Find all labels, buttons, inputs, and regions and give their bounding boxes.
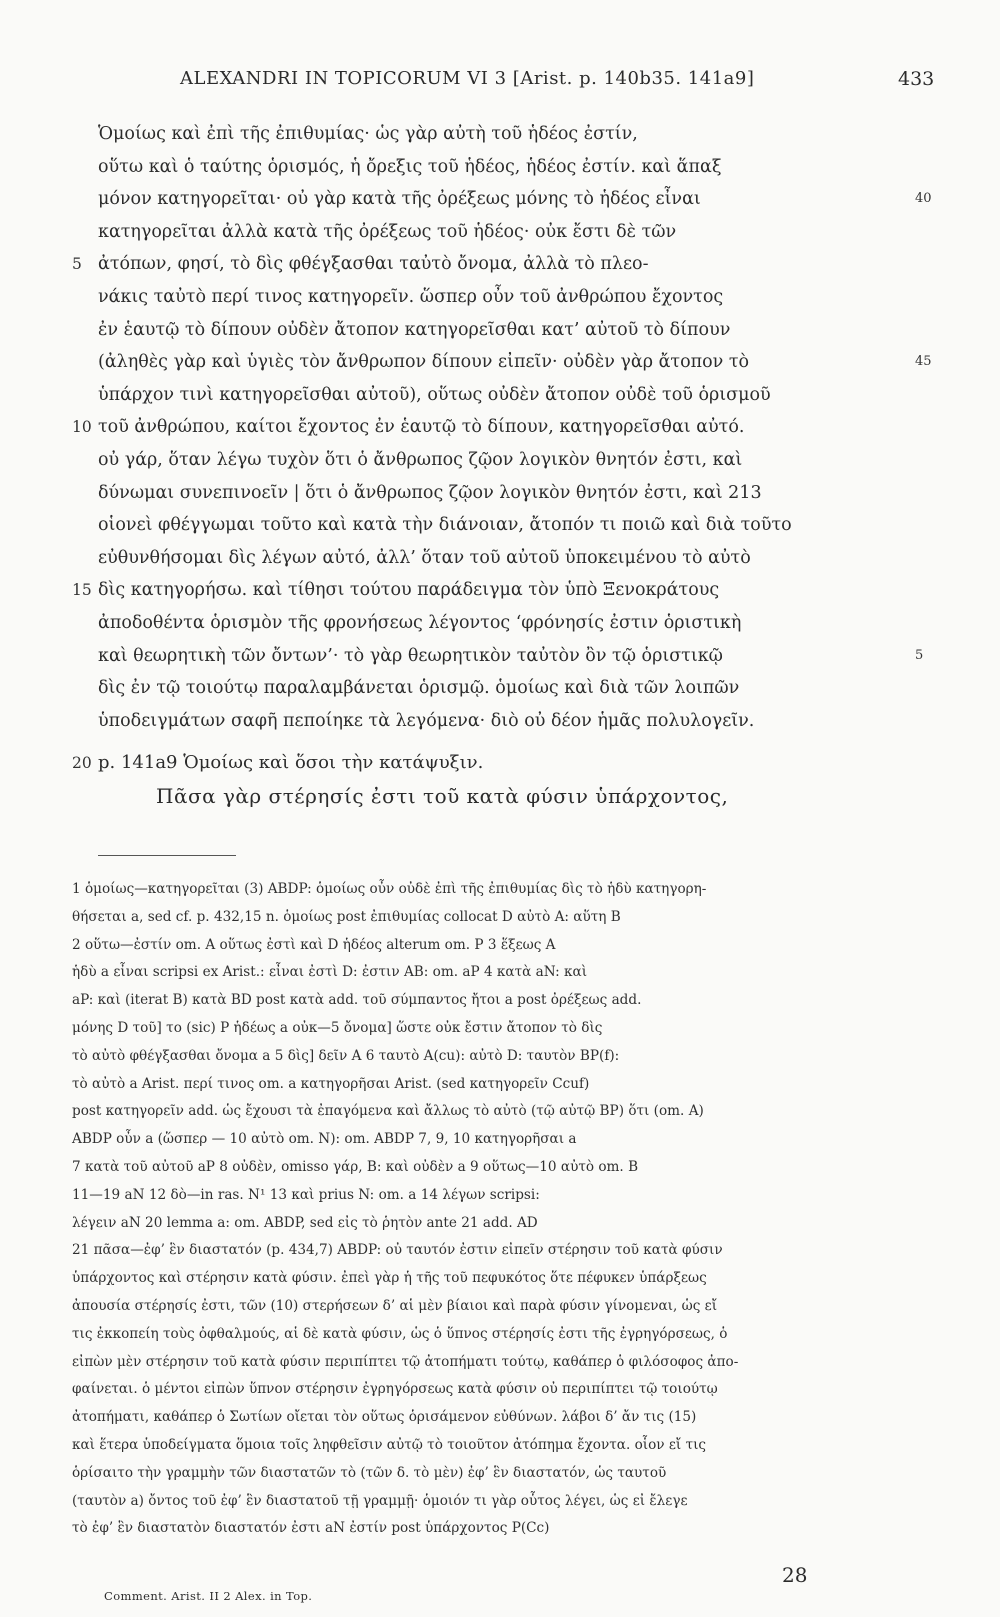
margin-reference: 5 xyxy=(915,647,924,663)
apparatus-line: 11—19 aN 12 δὸ—in ras. N¹ 13 καὶ prius N: om. a 14 λέγων scripsi: xyxy=(72,1186,540,1203)
page-number: 433 xyxy=(898,68,935,90)
line-text: τοῦ ἀνθρώπου, καίτοι ἔχοντος ἐν ἑαυτῷ τὸ δίπουν, κατηγορεῖσθαι αὐτό. xyxy=(98,417,745,438)
text-line xyxy=(72,248,922,281)
apparatus-line: 2 οὕτω—ἐστίν om. A οὕτως ἐστὶ καὶ D ἡδέος alterum om. P 3 ἕξεως A xyxy=(72,936,556,953)
main-text xyxy=(72,118,932,812)
apparatus-line: ἡδὺ a εἶναι scripsi ex Arist.: εἶναι ἐστὶ D: ἐστιν AB: om. aP 4 κατὰ aN: καὶ xyxy=(72,964,588,981)
text-line xyxy=(72,183,932,216)
running-title: ALEXANDRI IN TOPICORUM VI 3 [Arist. p. 140b35. 141a9] xyxy=(180,68,755,89)
text-line xyxy=(72,281,922,314)
text-line xyxy=(72,705,922,738)
apparatus-line: τὸ αὐτὸ φθέγξασθαι ὄνομα a 5 δὶς] δεῖν A 6 ταυτὸ A(cu): αὐτὸ D: ταυτὸν BP(f): xyxy=(72,1047,620,1064)
text-line xyxy=(72,314,922,347)
lemma-line xyxy=(72,747,922,780)
text-line xyxy=(72,151,922,184)
line-number: 15 xyxy=(72,581,92,600)
line-text: δύνωμαι συνεπινοεῖν | ὅτι ὁ ἄνθρωπος ζῷον λογικὸν θνητόν ἐστι, καὶ 213 xyxy=(98,482,762,503)
apparatus-line: post κατηγορεῖν add. ὡς ἔχουσι τὰ ἐπαγόμενα καὶ ἄλλως τὸ αὐτὸ (τῷ αὐτῷ BP) ὅτι (om. A) xyxy=(72,1103,704,1120)
line-text: οὕτω καὶ ὁ ταύτης ὁρισμός, ἡ ὄρεξις τοῦ ἡδέος, ἡδέος ἐστίν. καὶ ἅπαξ xyxy=(98,156,722,177)
line-text: ἀτόπων, φησί, τὸ δὶς φθέγξασθαι ταὐτὸ ὄνομα, ἀλλὰ τὸ πλεο- xyxy=(98,254,649,275)
line-text: ἐν ἑαυτῷ τὸ δίπουν οὐδὲν ἄτοπον κατηγορεῖσθαι κατ’ αὐτοῦ τὸ δίπουν xyxy=(98,319,731,340)
apparatus-line: ὑπάρχοντος καὶ στέρησιν κατὰ φύσιν. ἐπεὶ γὰρ ἡ τῆς τοῦ πεφυκότος ὅτε πέφυκεν ὑπάρξεως xyxy=(72,1270,707,1287)
apparatus-line: λέγειν aN 20 lemma a: om. ABDP, sed εἰς τὸ ῥητὸν ante 21 add. AD xyxy=(72,1214,538,1231)
line-number: 5 xyxy=(72,255,82,274)
text-line xyxy=(72,118,922,151)
apparatus-line: θήσεται a, sed cf. p. 432,15 n. ὁμοίως post ἐπιθυμίας collocat D αὐτὸ A: αὕτη B xyxy=(72,908,621,925)
line-text: (ἀληθὲς γὰρ καὶ ὑγιὲς τὸν ἄνθρωπον δίπουν εἰπεῖν· οὐδὲν γὰρ ἄτοπον τὸ xyxy=(98,352,750,373)
text-line xyxy=(72,379,922,412)
printer-signature: Comment. Arist. II 2 Alex. in Top. xyxy=(104,1589,313,1603)
continuation-line xyxy=(72,780,922,813)
text-line xyxy=(72,542,922,575)
text-line xyxy=(72,509,922,542)
line-text: δὶς κατηγορήσω. καὶ τίθησι τούτου παράδειγμα τὸν ὑπὸ Ξενοκράτους xyxy=(98,580,720,601)
text-line xyxy=(72,574,922,607)
apparatus-line: (ταυτὸν a) ὄντος τοῦ ἐφ’ ἓν διαστατοῦ τῇ γραμμῇ· ὁμοιόν τι γὰρ οὗτος λέγει, ὡς εἰ ἔλεγε xyxy=(72,1492,688,1509)
line-text: οὐ γάρ, ὅταν λέγω τυχὸν ὅτι ὁ ἄνθρωπος ζῷον λογικὸν θνητόν ἐστι, καὶ xyxy=(98,449,743,470)
apparatus-line: aP: καὶ (iterat B) κατὰ BD post κατὰ add. τοῦ σύμπαντος ἤτοι a post ὀρέξεως add. xyxy=(72,992,642,1009)
margin-reference: 40 xyxy=(915,191,932,207)
continuation-text: Πᾶσα γὰρ στέρησίς ἐστι τοῦ κατὰ φύσιν ὑπάρχοντος, xyxy=(156,783,729,808)
apparatus-line: 21 πᾶσα—ἐφ’ ἓν διαστατόν (p. 434,7) ABDP: οὐ ταυτόν ἐστιν εἰπεῖν στέρησιν τοῦ κατὰ φύσιν xyxy=(72,1242,723,1259)
line-text: νάκις ταὐτὸ περί τινος κατηγορεῖν. ὥσπερ οὖν τοῦ ἀνθρώπου ἔχοντος xyxy=(98,286,724,307)
text-line xyxy=(72,411,922,444)
line-text: οἱονεὶ φθέγγωμαι τοῦτο καὶ κατὰ τὴν διάνοιαν, ἄτοπόν τι ποιῶ καὶ διὰ τοῦτο xyxy=(98,515,792,536)
apparatus-line: 1 ὁμοίως—κατηγορεῖται (3) ABDP: ὁμοίως οὖν οὐδὲ ἐπὶ τῆς ἐπιθυμίας δὶς τὸ ἡδὺ κατηγορη- xyxy=(72,881,707,897)
critical-apparatus xyxy=(72,876,917,1543)
apparatus-line: τὸ ἐφ’ ἓν διαστατὸν διαστατόν ἐστι aN ἐστίν post ὑπάρχοντος P(Cc) xyxy=(72,1520,550,1537)
apparatus-line: καὶ ἕτερα ὑποδείγματα ὅμοια τοῖς ληφθεῖσιν αὐτῷ τὸ τοιοῦτον ἀτόπημα ἔχοντα. οἷον εἴ τις xyxy=(72,1436,707,1453)
text-line xyxy=(72,477,922,510)
apparatus-line: εἰπὼν μὲν στέρησιν τοῦ κατὰ φύσιν περιπίπτει τῷ ἀτοπήματι τούτῳ, καθάπερ ὁ φιλόσοφος ἀπο- xyxy=(72,1353,739,1370)
footnote-rule xyxy=(98,855,236,856)
line-text: μόνον κατηγορεῖται· οὐ γὰρ κατὰ τῆς ὀρέξεως μόνης τὸ ἡδέος εἶναι xyxy=(98,189,701,210)
line-text: ὑπάρχον τινὶ κατηγορεῖσθαι αὐτοῦ), οὕτως οὐδὲν ἄτοπον οὐδὲ τοῦ ὁρισμοῦ xyxy=(98,384,771,405)
text-line xyxy=(72,216,922,249)
apparatus-line: ABDP οὖν a (ὥσπερ — 10 αὐτὸ om. N): om. ABDP 7, 9, 10 κατηγορῆσαι a xyxy=(72,1131,577,1148)
text-line xyxy=(72,444,922,477)
text-line xyxy=(72,672,922,705)
apparatus-line: ὁρίσαιτο τὴν γραμμὴν τῶν διαστατῶν τὸ (τῶν δ. τὸ μὲν) ἐφ’ ἓν διαστατόν, ὡς ταυτοῦ xyxy=(72,1464,667,1481)
apparatus-line: φαίνεται. ὁ μέντοι εἰπὼν ὕπνον στέρησιν ἐγρηγόρσεως κατὰ φύσιν οὐ περιπίπτει τῷ τοιούτῳ xyxy=(72,1381,718,1398)
line-text: ὑποδειγμάτων σαφῆ πεποίηκε τὰ λεγόμενα· διὸ οὐ δέον ἡμᾶς πολυλογεῖν. xyxy=(98,710,755,731)
line-text: ἀποδοθέντα ὁρισμὸν τῆς φρονήσεως λέγοντος ‘φρόνησίς ἐστιν ὁριστικὴ xyxy=(98,612,742,633)
apparatus-line: 7 κατὰ τοῦ αὐτοῦ aP 8 οὐδὲν, omisso γάρ, B: καὶ οὐδὲν a 9 οὕτως—10 αὐτὸ om. B xyxy=(72,1158,639,1175)
line-number: 10 xyxy=(72,418,92,437)
line-text: δὶς ἐν τῷ τοιούτῳ παραλαμβάνεται ὁρισμῷ. ὁμοίως καὶ διὰ τῶν λοιπῶν xyxy=(98,678,740,699)
line-number: 20 xyxy=(72,754,92,773)
line-text: εὐθυνθήσομαι δὶς λέγων αὐτό, ἀλλ’ ὅταν τοῦ αὐτοῦ ὑποκειμένου τὸ αὐτὸ xyxy=(98,547,751,568)
margin-reference: 45 xyxy=(915,354,932,370)
text-line xyxy=(72,607,922,640)
running-header xyxy=(0,68,1000,98)
apparatus-line: μόνης D τοῦ] το (sic) P ἡδέως a οὐκ—5 ὄνομα] ὥστε οὐκ ἔστιν ἄτοπον τὸ δὶς xyxy=(72,1019,603,1036)
text-line xyxy=(72,640,922,673)
line-text: Ὁμοίως καὶ ἐπὶ τῆς ἐπιθυμίας· ὡς γὰρ αὐτὴ τοῦ ἡδέος ἐστίν, xyxy=(98,124,638,144)
lemma-text: p. 141a9 Ὁμοίως καὶ ὅσοι τὴν κατάψυξιν. xyxy=(98,752,484,774)
text-line xyxy=(72,346,932,379)
line-text: καὶ θεωρητικὴ τῶν ὄντων’· τὸ γὰρ θεωρητικὸν ταὐτὸν ὂν τῷ ὁριστικῷ xyxy=(98,645,723,666)
apparatus-line: τις ἐκκοπείη τοὺς ὀφθαλμούς, αἱ δὲ κατὰ φύσιν, ὡς ὁ ὕπνος στέρησίς ἐστι τῆς ἐγρηγόρσεως, ὁ xyxy=(72,1325,728,1342)
sheet-number: 28 xyxy=(782,1563,808,1587)
line-text: κατηγορεῖται ἀλλὰ κατὰ τῆς ὀρέξεως τοῦ ἡδέος· οὐκ ἔστι δὲ τῶν xyxy=(98,221,677,242)
apparatus-line: τὸ αὐτὸ a Arist. περί τινος om. a κατηγορῆσαι Arist. (sed κατηγορεῖν Ccuf) xyxy=(72,1075,590,1092)
apparatus-line: ἀτοπήματι, καθάπερ ὁ Σωτίων οἴεται τὸν οὕτως ὁρισάμενον εὐθύνων. λάβοι δ’ ἄν τις (15) xyxy=(72,1409,697,1426)
apparatus-line: ἀπουσία στέρησίς ἐστι, τῶν (10) στερήσεων δ’ αἱ μὲν βίαιοι καὶ παρὰ φύσιν γίνομεναι, ὡς εἴ xyxy=(72,1297,718,1314)
